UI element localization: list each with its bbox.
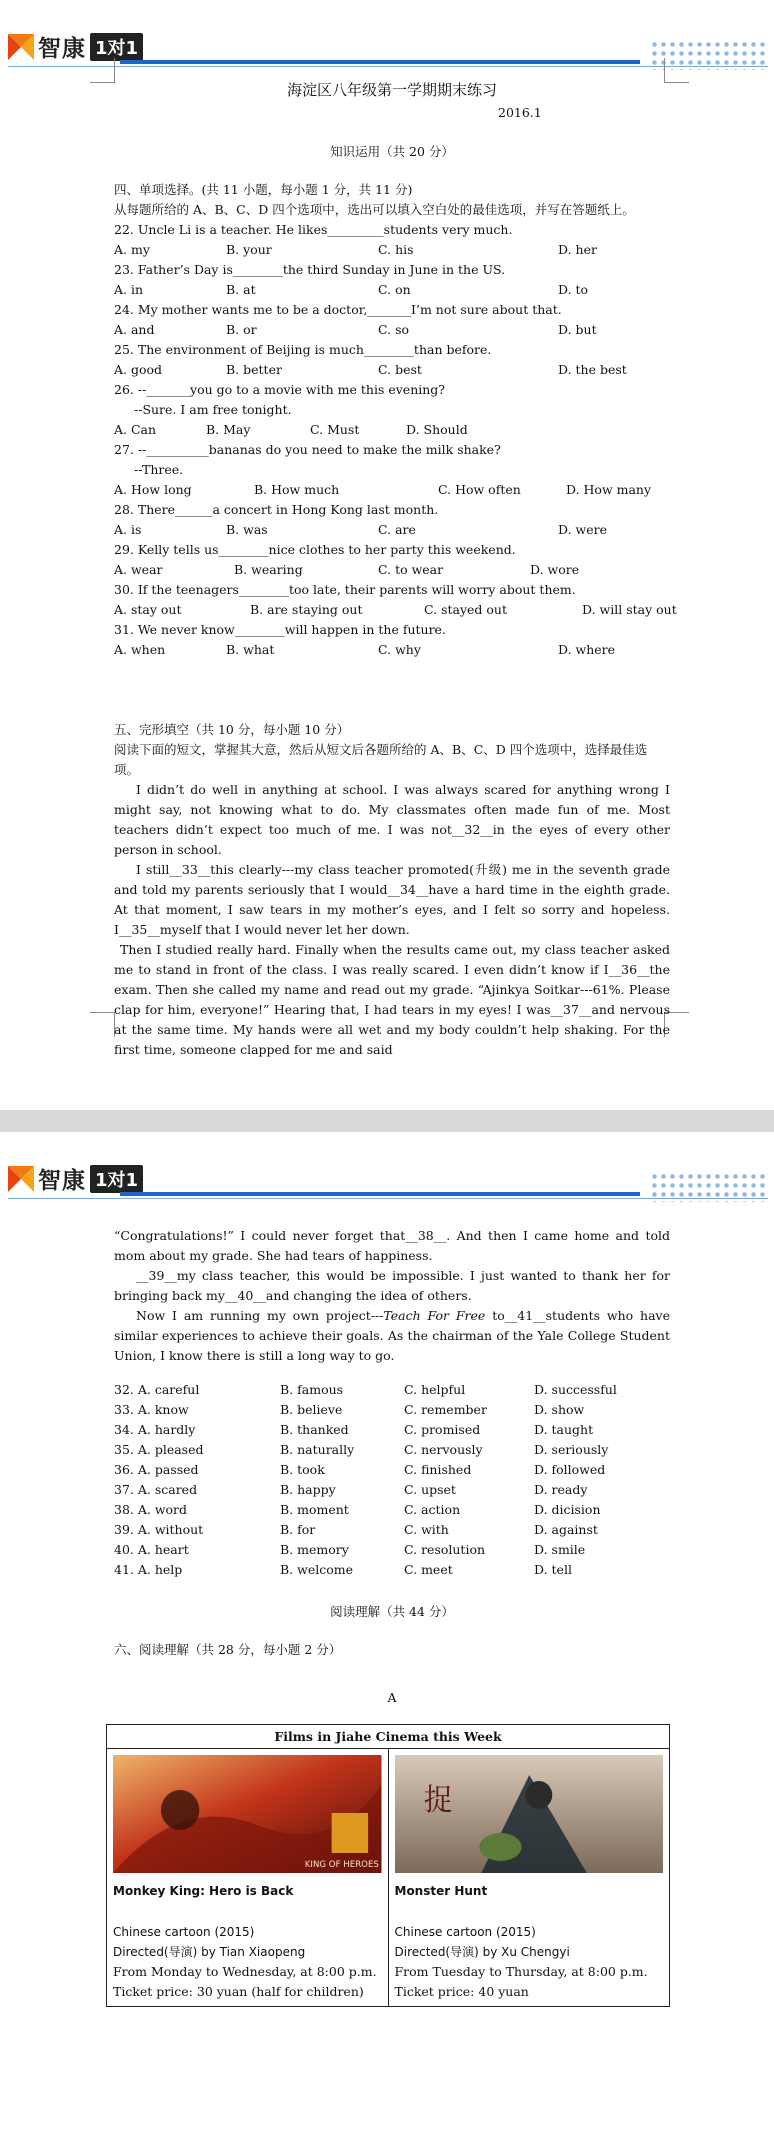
question-reply: --Sure. I am free tonight. [134,402,292,417]
question-stem: 25. The environment of Beijing is much________than before. [114,342,492,357]
cloze-option-d: D. against [534,1522,598,1537]
question-stem: 26. --_______you go to a movie with me this evening? [114,382,446,397]
page-separator [0,1110,774,1132]
page-header-2 [0,1132,774,1192]
option-a: A. in [114,282,144,297]
option-c: C. best [378,362,422,377]
question-stem: 29. Kelly tells us________nice clothes to her party this weekend. [114,542,516,557]
question-options [114,280,670,300]
cloze-option-b: B. believe [280,1402,343,1417]
header-dots-2 [650,1172,768,1202]
option-c: C. his [378,242,414,257]
cloze-option-c: C. nervously [404,1442,483,1457]
question-options [114,640,670,660]
option-b: B. at [226,282,256,297]
cloze-option-b: B. famous [280,1382,344,1397]
cloze-option-a: 41. A. help [114,1562,183,1577]
question-stem: 23. Father’s Day is________the third Sunday in June in the US. [114,262,506,277]
cloze-option-c: C. meet [404,1562,453,1577]
option-c: C. so [378,322,410,337]
poster-caption-1: KING OF HEROES [304,1859,379,1871]
cloze-option-d: D. tell [534,1562,572,1577]
option-a: A. stay out [114,602,182,617]
option-b: B. what [226,642,275,657]
cloze-option-b: B. naturally [280,1442,355,1457]
option-a: A. and [114,322,155,337]
question-options [114,480,670,500]
option-a: A. is [114,522,142,537]
cloze-option-row [114,1420,670,1440]
cloze-option-d: D. taught [534,1422,594,1437]
brand-logo [8,30,143,63]
film-director-1: Directed(导演) by Tian Xiaopeng [113,1945,306,1959]
question-options [114,320,670,340]
cloze-option-d: D. ready [534,1482,588,1497]
option-a: A. How long [114,482,192,497]
brand-badge-2: 1对1 [90,1165,143,1193]
cloze-option-row [114,1440,670,1460]
cloze-option-c: C. finished [404,1462,472,1477]
cloze-option-a: 34. A. hardly [114,1422,196,1437]
question-stem: 27. --__________bananas do you need to make the milk shake? [114,442,501,457]
question-stem: 22. Uncle Li is a teacher. He likes_________students very much. [114,222,513,237]
cloze-option-c: C. helpful [404,1382,466,1397]
option-d: D. will stay out [582,602,677,617]
cloze-option-b: B. took [280,1462,325,1477]
question-options [114,420,670,440]
film-name-2: Monster Hunt [394,1884,488,1898]
para6-part-c: to__41__students who have similar experiences to achieve their goals. As the chairman of the Yale College Student Union, I know there is still a long way to go. [114,1308,670,1363]
brand-mark-icon [8,1166,34,1192]
poster-caption-2: 捉 [423,1782,453,1818]
option-b: B. your [226,242,272,257]
exam-title: 海淀区八年级第一学期期末练习 [286,81,497,99]
cloze-option-b: B. thanked [280,1422,349,1437]
cloze-option-row [114,1460,670,1480]
cloze-option-row [114,1380,670,1400]
part6-title: 六、阅读理解（共 28 分，每小题 2 分） [114,1642,342,1657]
option-b: B. wearing [234,562,303,577]
cloze-option-c: C. resolution [404,1542,486,1557]
cloze-option-d: D. successful [534,1382,617,1397]
option-a: A. my [114,242,150,257]
part4-title: 四、单项选择。(共 11 小题，每小题 1 分，共 11 分) [114,182,413,197]
para6-part-a: Now I am running my own project--- [136,1308,384,1323]
cloze-option-a: 35. A. pleased [114,1442,204,1457]
option-c: C. are [378,522,416,537]
cloze-option-a: 39. A. without [114,1522,204,1537]
option-c: C. why [378,642,421,657]
question-options [114,520,670,540]
option-c: C. stayed out [424,602,507,617]
cloze-option-c: C. promised [404,1422,481,1437]
option-d: D. to [558,282,589,297]
film-kind-1: Chinese cartoon (2015) [113,1925,255,1939]
option-b: B. better [226,362,282,377]
cloze-option-c: C. upset [404,1482,456,1497]
option-d: D. wore [530,562,580,577]
cloze-option-row [114,1500,670,1520]
cloze-continued [114,1226,670,1580]
option-c: C. on [378,282,411,297]
cloze-paragraph-5: __39__my class teacher, this would be impossible. I just wanted to thank her for bringing back my__40__and changing the idea of others. [114,1268,670,1303]
option-b: B. are staying out [250,602,363,617]
header-rule [120,60,640,64]
part4-block [114,180,677,660]
question-options [114,600,677,620]
question-reply: --Three. [134,462,184,477]
film-time-2: From Tuesday to Thursday, at 8:00 p.m. [394,1964,648,1979]
cloze-option-d: D. dicision [534,1502,601,1517]
part5-instructions: 阅读下面的短文，掌握其大意，然后从短文后各题所给的 A、B、C、D 四个选项中，选择最佳选项。 [114,742,648,777]
film-poster-monster-hunt [395,1755,664,1873]
cloze-option-a: 33. A. know [114,1402,189,1417]
cloze-option-b: B. for [280,1522,316,1537]
question-stem: 24. My mother wants me to be a doctor,_______I’m not sure about that. [114,302,562,317]
page-header [0,0,774,60]
cloze-option-row [114,1560,670,1580]
option-d: D. Should [406,422,468,437]
film-price-1: Ticket price: 30 yuan (half for children) [113,1984,364,1999]
option-d: D. her [558,242,597,257]
cloze-paragraph-1: I didn’t do well in anything at school. I was always scared for anything wrong I might say, not knowing what to do. My classmates often made fun of me. Most teachers didn’t expect too much of me. I was not__32__in the eyes of every other person in school. [114,782,670,857]
cloze-paragraph-2: I still__33__this clearly---my class teacher promoted(升级) me in the seventh grade and told my parents seriously that I would__34__have a hard time in the eighth grade. At that moment, I saw tears in my mother’s eyes, and I felt so sorry and hopeless. I__35__myself that I would never let her down. [114,862,670,937]
question-stem: 31. We never know________will happen in the future. [114,622,446,637]
option-b: B. How much [254,482,340,497]
brand-logo-2 [8,1162,143,1195]
part5-title: 五、完形填空（共 10 分，每小题 10 分） [114,722,350,737]
option-d: D. were [558,522,607,537]
option-a: A. good [114,362,163,377]
cloze-option-d: D. smile [534,1542,586,1557]
film-kind-2: Chinese cartoon (2015) [394,1925,536,1939]
option-b: B. was [226,522,268,537]
option-b: B. or [226,322,257,337]
film-cell-2 [388,1749,670,2007]
cloze-options-list [114,1380,670,1580]
question-stem: 30. If the teenagers________too late, their parents will worry about them. [114,582,576,597]
crop-mark-bl [90,1012,115,1037]
option-c: C. Must [310,422,360,437]
passage-label: A [387,1690,397,1705]
films-table-title: Films in Jiahe Cinema this Week [107,1725,670,1749]
cloze-paragraph-3: Then I studied really hard. Finally when the results came out, my class teacher asked me to stand in front of the class. I was really scared. I even didn’t know if I__36__the exam. Then she called my name and read out my grade. “Ajinkya Soitkar---61%. Please clap for him, everyone!” Hearing that, I had tears in my eyes! I was__37__and nervous at the same time. My hands were all wet and my body couldn’t help shaking. For the first time, someone clapped for me and said [114,942,670,1057]
part5-block [114,720,670,1060]
cloze-option-b: B. moment [280,1502,349,1517]
option-d: D. but [558,322,597,337]
cloze-option-a: 37. A. scared [114,1482,198,1497]
brand-badge: 1对1 [90,33,143,61]
question-options [114,360,670,380]
cloze-option-a: 40. A. heart [114,1542,189,1557]
cloze-option-row [114,1520,670,1540]
cloze-option-b: B. memory [280,1542,349,1557]
option-d: D. How many [566,482,652,497]
film-price-2: Ticket price: 40 yuan [394,1984,529,1999]
cloze-option-b: B. welcome [280,1562,354,1577]
cloze-option-c: C. action [404,1502,461,1517]
crop-mark-tl [90,58,115,83]
cloze-option-row [114,1400,670,1420]
cloze-option-row [114,1480,670,1500]
cloze-option-d: D. show [534,1402,585,1417]
question-options [114,560,670,580]
film-name-1: Monkey King: Hero is Back [113,1884,294,1898]
film-director-2: Directed(导演) by Xu Chengyi [394,1945,570,1959]
section-head-reading: 阅读理解（共 44 分） [330,1604,454,1619]
cloze-option-row [114,1540,670,1560]
header-rule-2 [120,1192,640,1196]
option-d: D. the best [558,362,627,377]
cloze-option-b: B. happy [280,1482,336,1497]
cloze-paragraph-4: “Congratulations!” I could never forget that__38__. And then I came home and told mom about my grade. She had tears of happiness. [114,1228,670,1263]
film-poster-monkey-king [113,1755,382,1873]
films-table [106,1724,670,2007]
option-d: D. where [558,642,616,657]
option-a: A. when [114,642,166,657]
mcq-list [114,220,677,660]
cloze-option-d: D. followed [534,1462,606,1477]
option-a: A. Can [114,422,157,437]
option-c: C. to wear [378,562,444,577]
option-c: C. How often [438,482,521,497]
brand-mark-icon [8,34,34,60]
brand-name-2: 智康 [38,1168,86,1194]
film-cell-1 [107,1749,389,2007]
section-head-knowledge: 知识运用（共 20 分） [330,144,454,159]
option-b: B. May [206,422,251,437]
cloze-option-c: C. remember [404,1402,487,1417]
option-a: A. wear [114,562,163,577]
brand-name: 智康 [38,36,86,62]
part4-instructions: 从每题所给的 A、B、C、D 四个选项中，选出可以填入空白处的最佳选项，并写在答题纸上。 [114,202,635,217]
film-time-1: From Monday to Wednesday, at 8:00 p.m. [113,1964,377,1979]
cloze-option-a: 36. A. passed [114,1462,199,1477]
question-options [114,240,670,260]
cloze-paragraph-6 [114,1306,670,1366]
cloze-option-a: 38. A. word [114,1502,188,1517]
cloze-option-d: D. seriously [534,1442,609,1457]
cloze-option-a: 32. A. careful [114,1382,200,1397]
exam-date: 2016.1 [498,105,542,120]
question-stem: 28. There______a concert in Hong Kong last month. [114,502,439,517]
cloze-option-c: C. with [404,1522,449,1537]
project-name: Teach For Free [383,1308,486,1323]
